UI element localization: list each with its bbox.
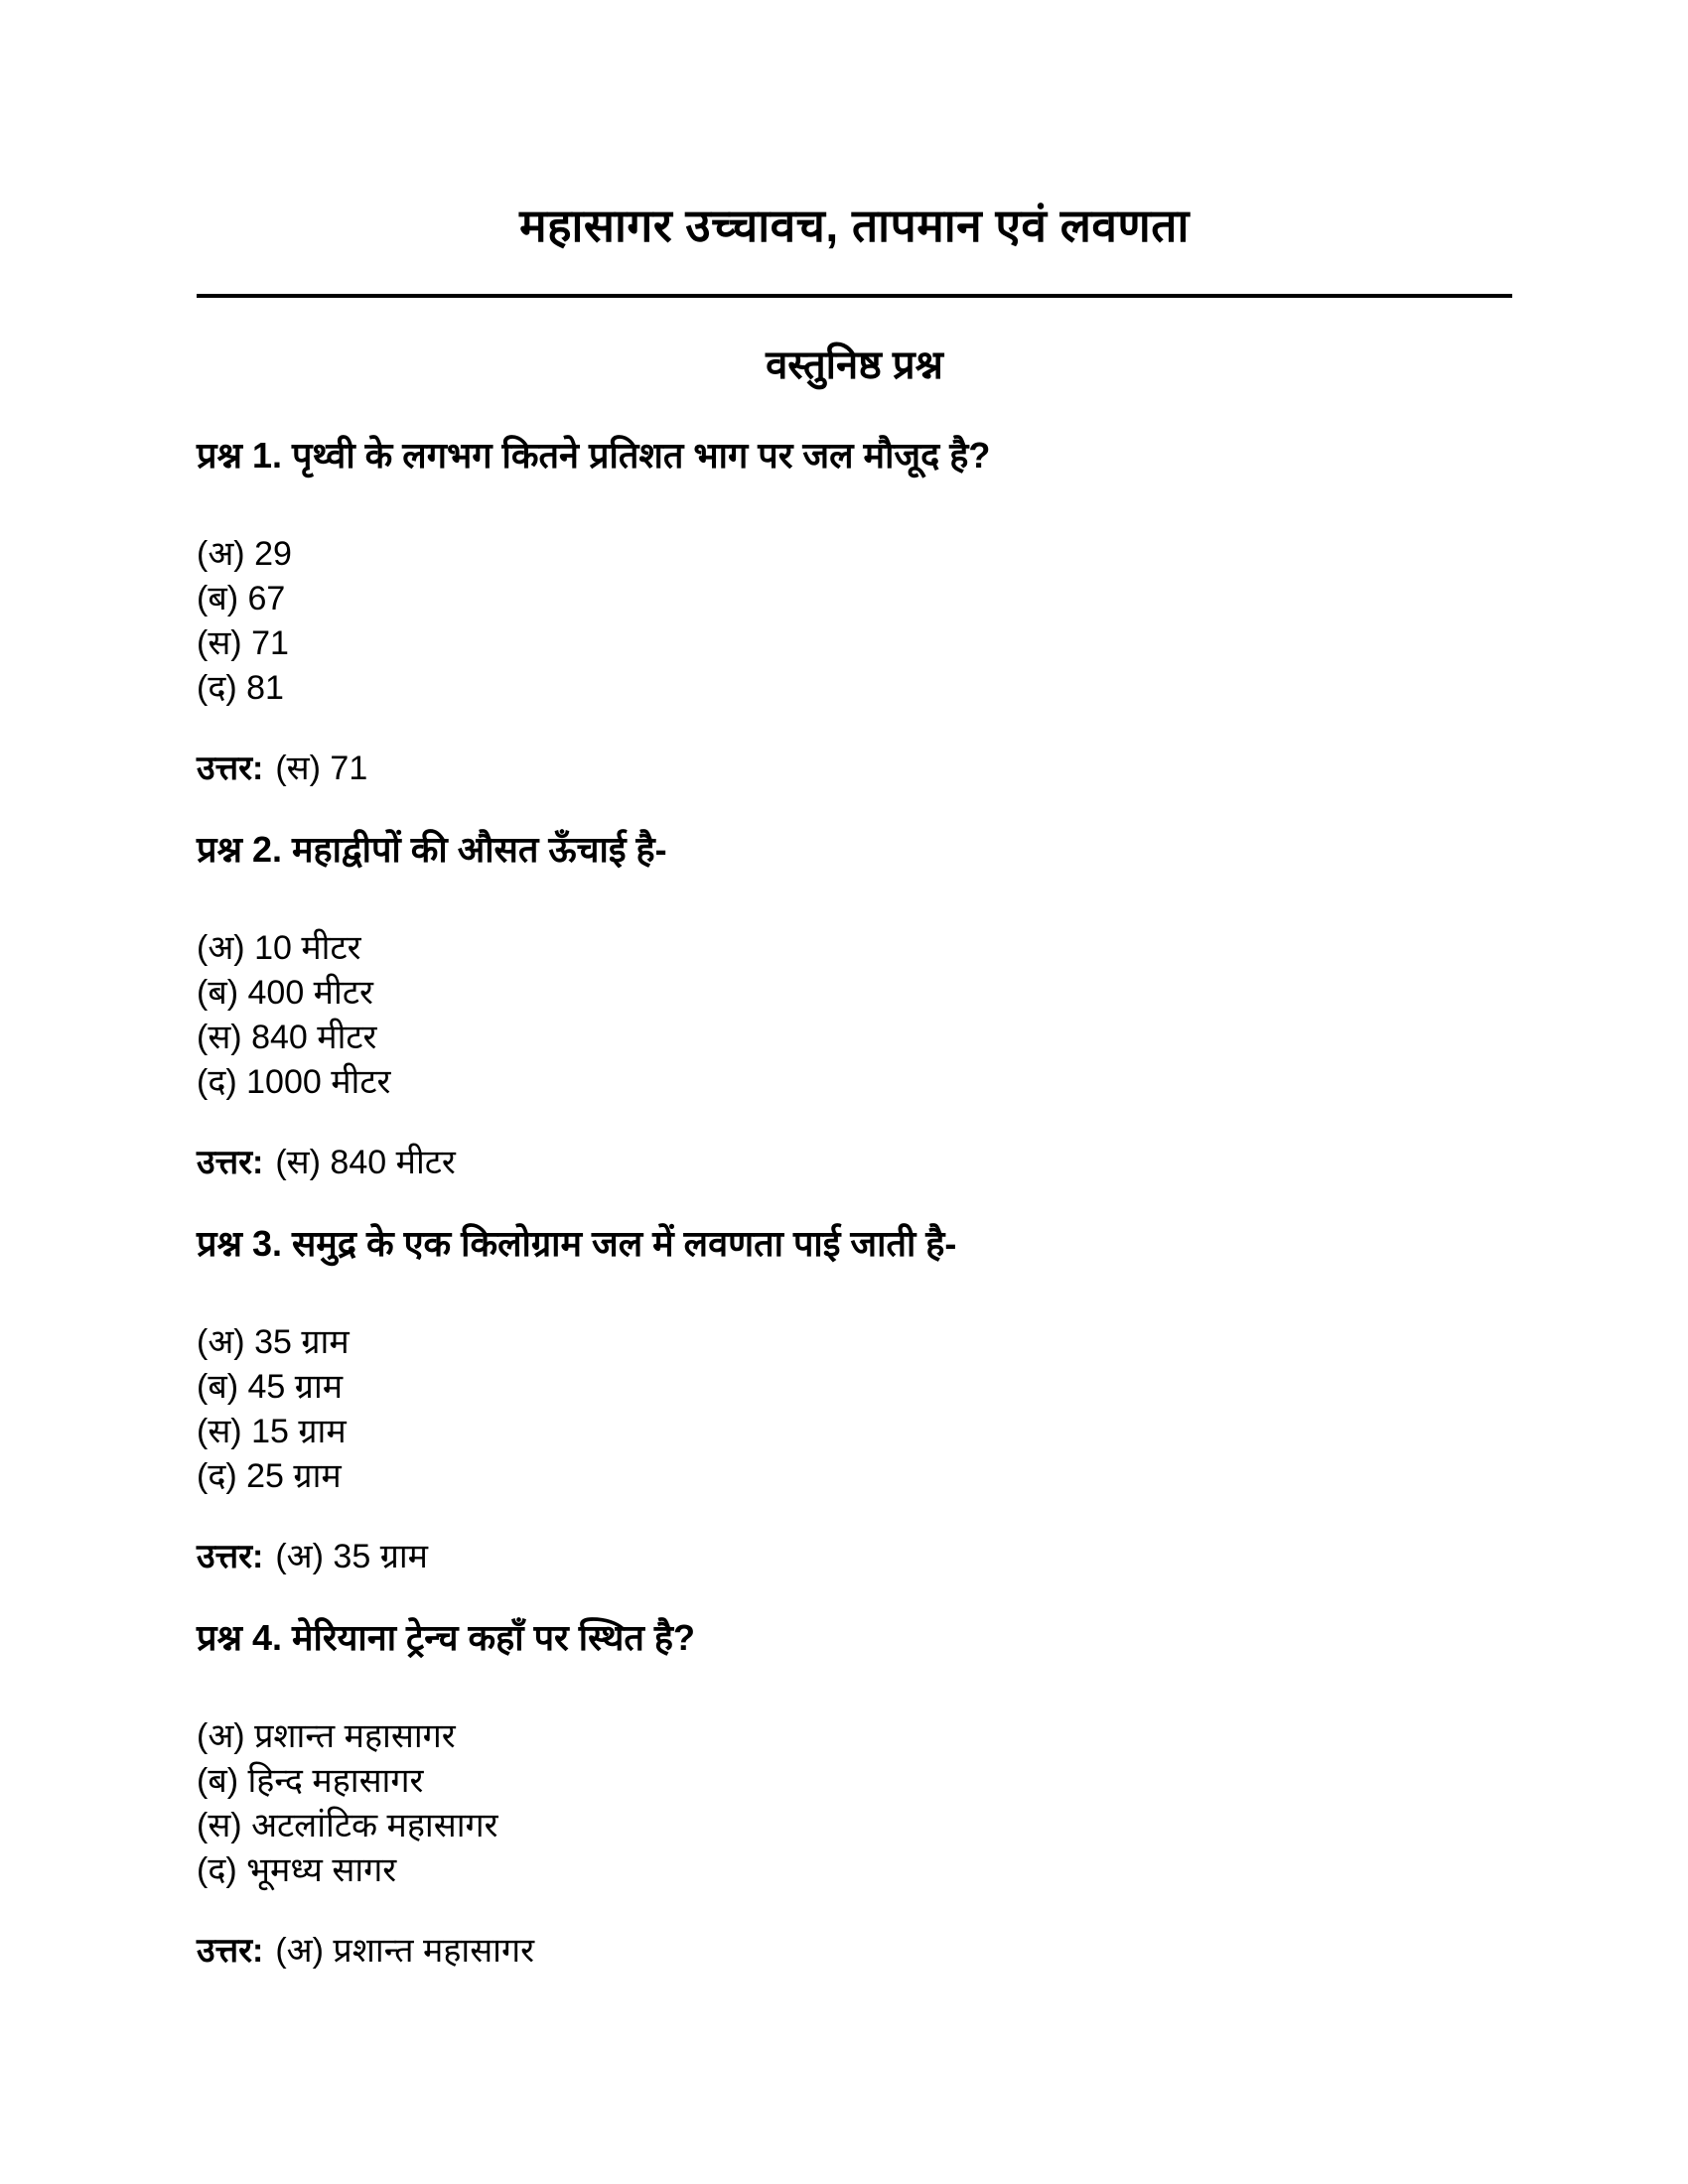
options-list <box>197 1714 1512 1893</box>
options-list <box>197 1320 1512 1499</box>
answer-value: (अ) 35 ग्राम <box>275 1538 429 1575</box>
section-subtitle: वस्तुनिष्ठ प्रश्न <box>766 343 943 387</box>
answer-value: (स) 71 <box>275 750 368 787</box>
answer-line <box>197 1535 1512 1579</box>
option-item: (ब) 67 <box>197 580 286 617</box>
options-list <box>197 532 1512 711</box>
answer-label: उत्तर: <box>197 1932 264 1970</box>
option-item: (द) भूमध्य सागर <box>197 1851 397 1889</box>
question-heading: प्रश्न 4. मेरियाना ट्रेन्च कहाँ पर स्थित है? <box>197 1617 696 1658</box>
option-item: (स) 71 <box>197 624 289 662</box>
page-title: महासागर उच्चावच, तापमान एवं लवणता <box>519 200 1190 251</box>
answer-value: (अ) प्रशान्त महासागर <box>275 1932 535 1970</box>
option-item: (अ) 29 <box>197 535 292 573</box>
answer-label: उत्तर: <box>197 1144 264 1181</box>
option-item: (अ) 10 मीटर <box>197 929 361 967</box>
answer-line <box>197 747 1512 791</box>
option-item: (स) 15 ग्राम <box>197 1413 347 1450</box>
question-block-2 <box>197 827 1512 1185</box>
option-item: (ब) 45 ग्राम <box>197 1368 344 1406</box>
option-item: (स) 840 मीटर <box>197 1019 377 1056</box>
answer-value: (स) 840 मीटर <box>275 1144 456 1181</box>
answer-line <box>197 1141 1512 1185</box>
option-item: (ब) 400 मीटर <box>197 974 373 1012</box>
option-item: (स) अटलांटिक महासागर <box>197 1807 498 1844</box>
title-divider <box>197 294 1512 298</box>
answer-label: उत्तर: <box>197 750 264 787</box>
option-item: (द) 1000 मीटर <box>197 1063 391 1101</box>
question-block-1 <box>197 433 1512 791</box>
option-item: (ब) हिन्द महासागर <box>197 1762 424 1800</box>
answer-label: उत्तर: <box>197 1538 264 1575</box>
option-item: (अ) प्रशान्त महासागर <box>197 1717 456 1755</box>
options-list <box>197 926 1512 1105</box>
option-item: (द) 25 ग्राम <box>197 1457 342 1495</box>
question-heading: प्रश्न 2. महाद्वीपों की औसत ऊँचाई है- <box>197 829 667 870</box>
question-block-3 <box>197 1221 1512 1579</box>
answer-line <box>197 1929 1512 1974</box>
option-item: (द) 81 <box>197 669 284 707</box>
question-heading: प्रश्न 3. समुद्र के एक किलोग्राम जल में लवणता पाई जाती है- <box>197 1223 957 1264</box>
option-item: (अ) 35 ग्राम <box>197 1323 350 1361</box>
question-heading: प्रश्न 1. पृथ्वी के लगभग कितने प्रतिशत भाग पर जल मौजूद है? <box>197 435 991 476</box>
question-block-4 <box>197 1615 1512 1974</box>
